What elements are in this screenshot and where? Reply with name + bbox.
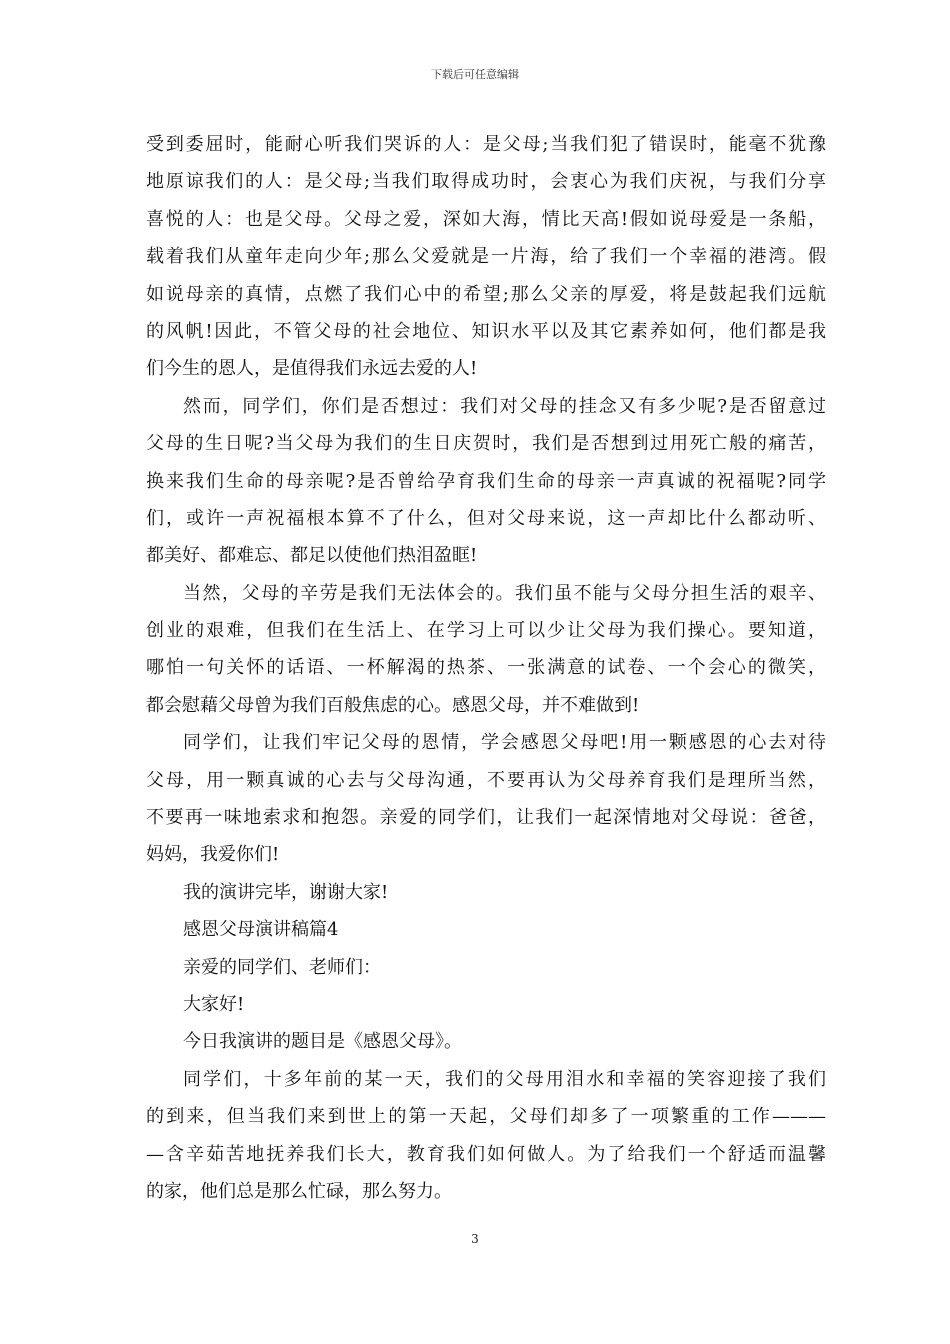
text-line: 感恩父母演讲稿篇4 (183, 919, 339, 941)
text-line: 受到委屈时，能耐心听我们哭诉的人：是父母;当我们犯了错误时，能毫不犹豫 (146, 134, 826, 155)
text-line: 同学们，十多年前的某一天，我们的父母用泪水和幸福的笑容迎接了我们 (183, 1068, 826, 1090)
text-line: 大家好! (183, 993, 245, 1015)
text-line: 喜悦的人：也是父母。父母之爱，深如大海，情比天高!假如说母爱是一条船， (146, 208, 826, 230)
text-line: 地原谅我们的人：是父母;当我们取得成功时，会衷心为我们庆祝，与我们分享 (146, 171, 826, 193)
text-line: 都会慰藉父母曾为我们百般焦虑的心。感恩父母，并不难做到! (146, 694, 640, 716)
text-line: 的家，他们总是那么忙碌，那么努力。 (146, 1180, 452, 1202)
page-header: 下载后可任意编辑 (431, 68, 519, 81)
text-line: 父母的生日呢?当父母为我们的生日庆贺时，我们是否想到过用死亡般的痛苦， (146, 433, 826, 455)
text-line: 的风帆!因此，不管父母的社会地位、知识水平以及其它素养如何，他们都是我 (146, 320, 826, 342)
text-line: 同学们，让我们牢记父母的恩情，学会感恩父母吧!用一颗感恩的心去对待 (183, 732, 826, 754)
document-body (146, 126, 826, 1210)
text-line: 创业的艰难，但我们在生活上、在学习上可以少让父母为我们操心。要知道， (146, 620, 826, 642)
text-line: 当然，父母的辛劳是我们无法体会的。我们虽不能与父母分担生活的艰辛、 (183, 582, 826, 604)
text-line: 的到来，但当我们来到世上的第一天起，父母们却多了一项繁重的工作——— (146, 1106, 826, 1128)
text-line: 然而，同学们，你们是否想过：我们对父母的挂念又有多少呢?是否留意过 (183, 395, 826, 417)
text-line: 今日我演讲的题目是《感恩父母》。 (183, 1031, 462, 1053)
page-number: 3 (471, 1232, 479, 1246)
text-line: 们今生的恩人，是值得我们永远去爱的人! (146, 358, 478, 380)
text-line: 亲爱的同学们、老师们： (183, 956, 381, 978)
text-line: 妈妈，我爱你们! (146, 844, 280, 866)
text-line: 哪怕一句关怀的话语、一杯解渴的热茶、一张满意的试卷、一个会心的微笑， (146, 657, 826, 679)
text-line: 不要再一味地索求和抱怨。亲爱的同学们，让我们一起深情地对父母说：爸爸， (146, 807, 826, 829)
text-line: 父母，用一颗真诚的心去与父母沟通，不要再认为父母养育我们是理所当然， (146, 769, 826, 791)
text-line: 载着我们从童年走向少年;那么父爱就是一片海，给了我们一个幸福的港湾。假 (146, 246, 826, 268)
text-line: —含辛茹苦地抚养我们长大，教育我们如何做人。为了给我们一个舒适而温馨 (146, 1143, 826, 1165)
text-line: 们，或许一声祝福根本算不了什么，但对父母来说，这一声却比什么都动听、 (146, 507, 826, 529)
text-line: 换来我们生命的母亲呢?是否曾给孕育我们生命的母亲一声真诚的祝福呢?同学 (146, 470, 826, 492)
text-line: 如说母亲的真情，点燃了我们心中的希望;那么父亲的厚爱，将是鼓起我们远航 (146, 283, 826, 305)
text-line: 都美好、都难忘、都足以使他们热泪盈眶! (146, 545, 478, 567)
text-line: 我的演讲完毕，谢谢大家! (183, 881, 389, 903)
